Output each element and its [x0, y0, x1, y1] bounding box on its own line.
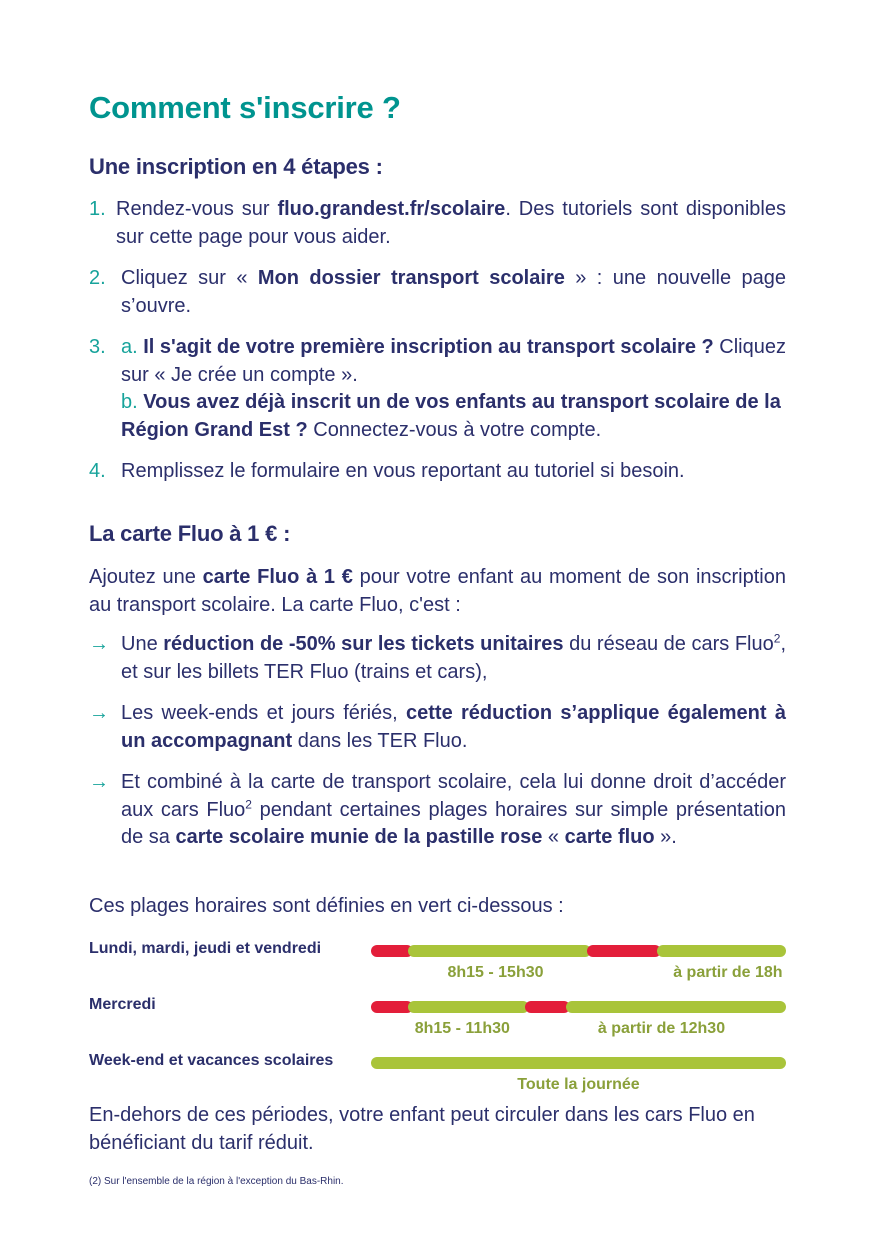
- not-allowed-segment: [587, 945, 662, 957]
- text: Remplissez le formulaire en vous reportant au tutoriel si besoin.: [121, 460, 685, 482]
- arrow-right-icon: →: [89, 702, 109, 724]
- plages-text: Ces plages horaires sont définies en vert ci-dessous :: [89, 895, 564, 917]
- text: Les week-ends et jours fériés,: [121, 702, 406, 724]
- schedule-bar: [371, 945, 786, 957]
- footnote-ref: 2: [245, 796, 252, 811]
- bold-text: réduction de -50% sur les tickets unitaires: [163, 633, 564, 655]
- allowed-segment: [566, 1001, 786, 1013]
- text: Connectez-vous à votre compte.: [307, 418, 602, 441]
- time-range-label: 8h15 - 15h30: [447, 964, 544, 981]
- text: pendant certaines plages horaires sur simple présentation de sa: [121, 798, 786, 848]
- not-allowed-segment: [371, 945, 413, 957]
- step-number: 4.: [89, 460, 106, 482]
- time-range-label: 8h15 - 11h30: [414, 1020, 510, 1037]
- schedule-bar: [371, 1001, 786, 1013]
- time-range-label: Toute la journée: [517, 1076, 640, 1093]
- allowed-segment: [408, 1001, 528, 1013]
- intro-bold: carte Fluo à 1 €: [202, 566, 353, 588]
- carte-heading: La carte Fluo à 1 € :: [89, 521, 291, 546]
- step-item: [89, 334, 786, 444]
- footnote-ref: 2: [773, 631, 781, 646]
- schedule-day-label: Lundi, mardi, jeudi et vendredi: [89, 940, 322, 957]
- schedule-day-label: Week-end et vacances scolaires: [89, 1052, 334, 1069]
- text: . Des tutoriels sont disponibles sur cette page pour vous aider.: [116, 198, 786, 248]
- carte-intro: [89, 564, 786, 619]
- bold-text: cette réduction s’applique également à un accompagnant: [121, 702, 786, 752]
- steps-list: [89, 196, 786, 500]
- not-allowed-segment: [525, 1001, 571, 1013]
- text: , et sur les billets TER Fluo (trains et cars),: [121, 633, 786, 683]
- intro-text-end: pour votre enfant au moment de son inscription au transport scolaire. La carte Fluo, c'est :: [89, 566, 786, 616]
- steps-heading: Une inscription en 4 étapes :: [89, 154, 383, 179]
- text: Rendez-vous sur: [116, 198, 278, 220]
- step-number: 3.: [89, 336, 106, 358]
- step-number: 1.: [89, 198, 106, 220]
- sub-step: [121, 389, 786, 444]
- arrow-right-icon: →: [89, 771, 109, 793]
- not-allowed-segment: [371, 1001, 413, 1013]
- arrow-right-icon: →: [89, 633, 109, 655]
- sub-step: [121, 334, 786, 389]
- benefit-item: [89, 631, 786, 686]
- benefits-list: [89, 631, 786, 866]
- page-title: Comment s'inscrire ?: [89, 90, 401, 125]
- footnote: (2) Sur l'ensemble de la région à l'exception du Bas-Rhin.: [89, 1176, 344, 1187]
- bold-text: Il s'agit de votre première inscription au transport scolaire ?: [143, 336, 714, 358]
- step-number: 2.: [89, 267, 106, 289]
- text: Cliquez sur « Je crée un compte ».: [121, 336, 786, 386]
- text: » : une nouvelle page s’ouvre.: [121, 267, 787, 317]
- bold-text: carte fluo: [564, 826, 655, 848]
- text: du réseau de cars Fluo: [563, 633, 774, 655]
- benefit-item: [89, 769, 786, 852]
- text: Cliquez sur «: [121, 267, 258, 289]
- text: dans les TER Fluo.: [292, 729, 468, 752]
- step-item: [89, 458, 786, 486]
- intro-text: Ajoutez une: [89, 566, 203, 588]
- bold-text: carte scolaire munie de la pastille rose: [175, 826, 543, 848]
- bold-text: fluo.grandest.fr/scolaire: [277, 198, 506, 220]
- time-range-label: à partir de 12h30: [597, 1020, 726, 1037]
- text: «: [542, 826, 565, 848]
- schedule-day-label: Mercredi: [89, 996, 156, 1013]
- text: Une: [121, 633, 164, 655]
- sub-step-letter: b.: [121, 391, 144, 413]
- outro-text: En-dehors de ces périodes, votre enfant peut circuler dans les cars Fluo en bénéficiant du tarif réduit.: [89, 1104, 755, 1154]
- text: Et combiné à la carte de transport scolaire, cela lui donne droit d’accéder aux cars Fluo: [121, 771, 786, 821]
- schedule-bar: [371, 1057, 786, 1069]
- allowed-segment: [371, 1057, 786, 1069]
- allowed-segment: [657, 945, 786, 957]
- step-item: [89, 265, 786, 320]
- allowed-segment: [408, 945, 591, 957]
- benefit-item: [89, 700, 786, 755]
- bold-text: Vous avez déjà inscrit un de vos enfants au transport scolaire de la Région Grand Est ?: [121, 391, 781, 441]
- sub-step-letter: a.: [121, 336, 144, 358]
- step-item: [89, 196, 786, 251]
- time-range-label: à partir de 18h: [673, 964, 783, 981]
- text: ».: [654, 826, 677, 848]
- bold-text: Mon dossier transport scolaire: [257, 267, 565, 289]
